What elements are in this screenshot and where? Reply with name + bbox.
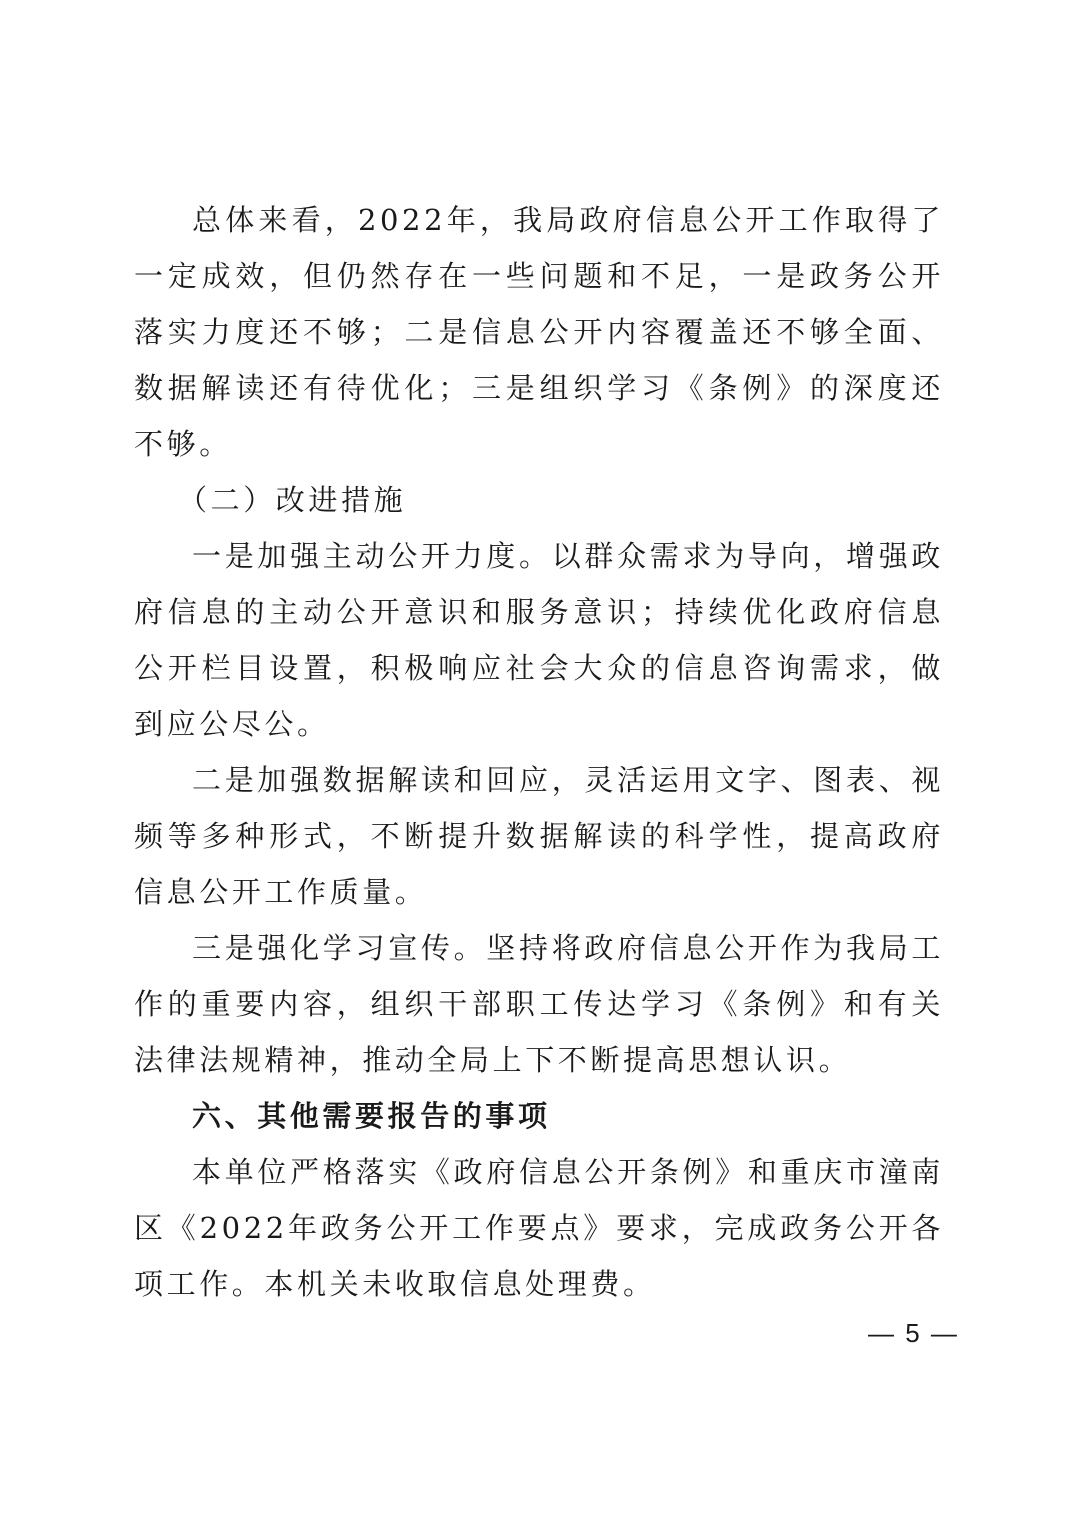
paragraph-measure-three: 三是强化学习宣传。坚持将政府信息公开作为我局工作的重要内容，组织干部职工传达学习《条例》和有关法律法规精神，推动全局上下不断提高思想认识。 xyxy=(134,931,944,1077)
subheading-improvement-measures: （二）改进措施 xyxy=(178,483,407,517)
paragraph-measure-one: 一是加强主动公开力度。以群众需求为导向，增强政府信息的主动公开意识和服务意识；持续优化政府信息公开栏目设置，积极响应社会大众的信息咨询需求，做到应公尽公。 xyxy=(134,539,944,741)
paragraph-summary: 总体来看，2022年，我局政府信息公开工作取得了一定成效，但仍然存在一些问题和不足，一是政务公开落实力度还不够；二是信息公开内容覆盖还不够全面、数据解读还有待优化；三是组织学习《条例》的深度还不够。 xyxy=(134,203,944,461)
paragraph-other-matters: 本单位严格落实《政府信息公开条例》和重庆市潼南区《2022年政务公开工作要点》要求，完成政务公开各项工作。本机关未收取信息处理费。 xyxy=(134,1155,944,1301)
document-body xyxy=(134,192,944,1312)
heading-other-matters: 六、其他需要报告的事项 xyxy=(192,1099,551,1133)
paragraph-measure-two: 二是加强数据解读和回应，灵活运用文字、图表、视频等多种形式，不断提升数据解读的科学性，提高政府信息公开工作质量。 xyxy=(134,763,944,909)
page-number: — 5 — xyxy=(868,1318,959,1348)
